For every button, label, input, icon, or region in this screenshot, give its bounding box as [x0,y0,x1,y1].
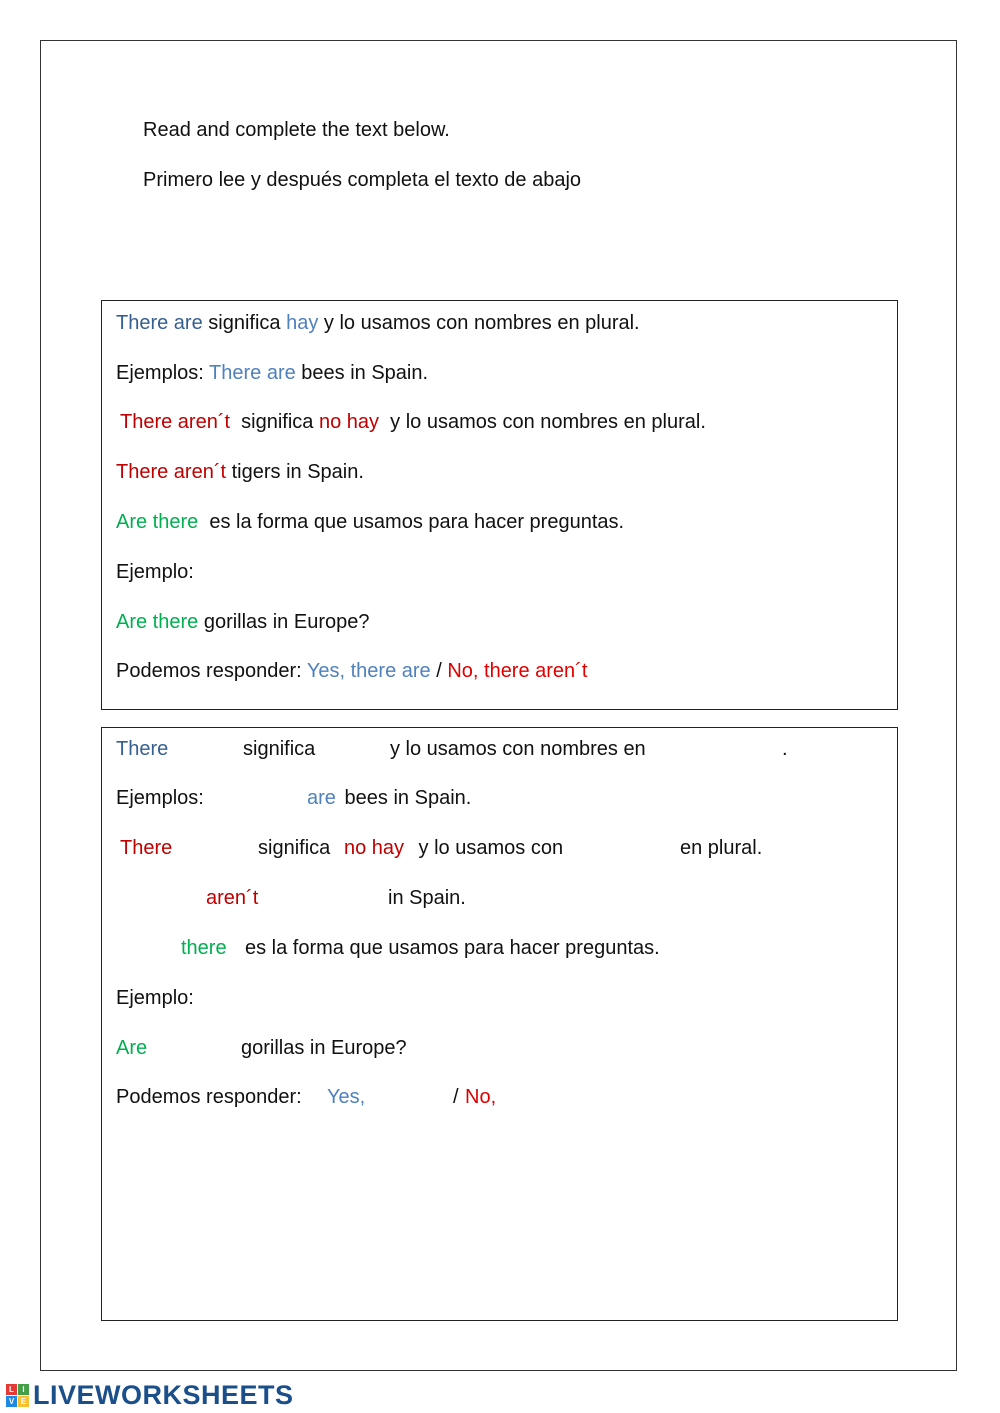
keyword: No, [465,1086,497,1108]
keyword: aren´t [206,887,259,909]
keyword: Are there [116,611,199,633]
keyword: There aren´t [116,461,227,483]
exercise-line-1 [116,735,887,763]
text: gorillas in Europe? [241,1037,407,1059]
keyword: Yes, there are [306,660,431,682]
explanation-line-8 [116,657,887,685]
keyword: no hay [319,411,380,433]
keyword: There are [116,312,203,334]
exercise-line-3 [116,834,887,862]
exercise-line-2 [116,784,887,812]
logo-letter: L [6,1384,17,1395]
instruction-spanish: Primero lee y después completa el texto de abajo [143,169,582,191]
text: y lo usamos con [413,837,564,859]
exercise-line-4 [116,884,887,912]
exercise-line-7 [116,1034,887,1062]
exercise-line-8 [116,1083,887,1111]
text: y lo usamos con nombres en plural. [318,312,640,334]
logo-letter: I [18,1384,29,1395]
text: y lo usamos con nombres en [390,738,646,760]
keyword: Yes, [327,1086,366,1108]
text: es la forma que usamos para hacer preguntas. [245,937,660,959]
keyword: there [181,937,227,959]
text: Ejemplos: [116,362,210,384]
explanation-box [101,300,898,710]
text: significa [230,411,319,433]
text: / [430,660,448,682]
keyword: There aren´t [120,411,231,433]
liveworksheets-logo [6,1380,294,1410]
logo-letter: V [6,1396,17,1407]
text: Ejemplos: [116,787,204,809]
explanation-line-5 [116,508,887,536]
explanation-line-7 [116,608,887,636]
text: Podemos responder: [116,660,307,682]
instruction-english: Read and complete the text below. [143,119,450,141]
text: es la forma que usamos para hacer preguntas. [198,511,625,533]
keyword: hay [286,312,319,334]
text: / [453,1086,465,1108]
exercise-box [101,727,898,1321]
text: y lo usamos con nombres en plural. [379,411,706,433]
exercise-line-6: Ejemplo: [116,987,194,1009]
text: significa [243,738,316,760]
text: bees in Spain. [295,362,429,384]
text: en plural. [680,837,763,859]
text: tigers in Spain. [226,461,364,483]
text: . [782,738,788,760]
exercise-line-5 [116,934,887,962]
text: in Spain. [388,887,466,909]
logo-letter: E [18,1396,29,1407]
keyword: There [120,837,173,859]
text: bees in Spain. [339,787,472,809]
explanation-line-1 [116,309,887,337]
explanation-line-2 [116,359,887,387]
keyword: Are there [116,511,199,533]
logo-mark-icon [6,1384,29,1407]
explanation-line-3 [120,408,887,436]
keyword: are [307,787,336,809]
logo-text: LIVEWORKSHEETS [33,1379,294,1410]
keyword: no hay [344,837,405,859]
keyword: No, there aren´t [447,660,588,682]
text: Podemos responder: [116,1086,308,1108]
keyword: There are [209,362,296,384]
keyword: There [116,738,169,760]
text: gorillas in Europe? [198,611,370,633]
text: significa [258,837,336,859]
explanation-line-6: Ejemplo: [116,561,194,583]
text: significa [202,312,287,334]
explanation-line-4 [116,458,887,486]
keyword: Are [116,1037,148,1059]
